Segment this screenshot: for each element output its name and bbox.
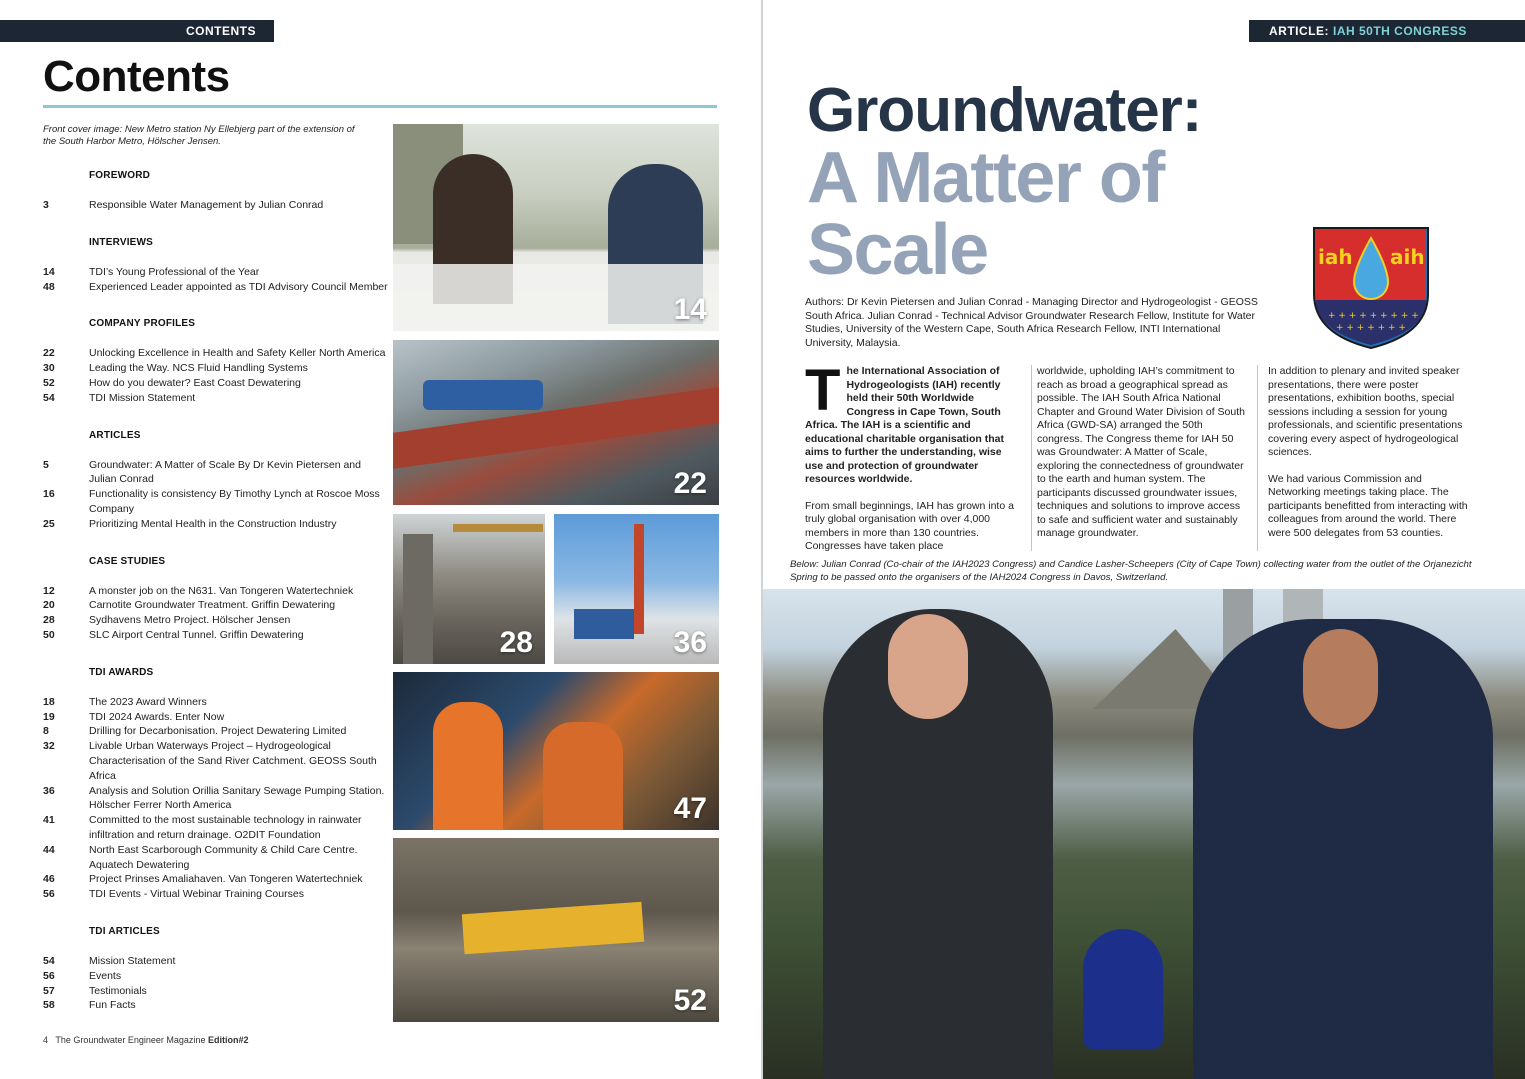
- toc-entry-title: SLC Airport Central Tunnel. Griffin Dewatering: [89, 628, 304, 641]
- toc-spacer: [43, 294, 389, 308]
- toc-page-number: 3: [43, 199, 49, 211]
- worker-right: [543, 722, 623, 830]
- toc-entry-title: Drilling for Decarbonisation. Project Dewatering Limited: [89, 725, 347, 738]
- toc-page-number: 25: [43, 517, 55, 530]
- toc-entry-title: Leading the Way. NCS Fluid Handling Systems: [89, 362, 308, 375]
- beam: [453, 524, 543, 532]
- toc-entry[interactable]: [43, 984, 389, 999]
- toc-entry-title: Experienced Leader appointed as TDI Advisory Council Member: [89, 280, 388, 293]
- toc-section-heading: CASE STUDIES: [89, 555, 166, 567]
- table: [393, 264, 719, 331]
- toc-page-number: 52: [43, 376, 55, 389]
- toc-entry[interactable]: [43, 265, 389, 280]
- toc-section-heading: COMPANY PROFILES: [89, 318, 196, 330]
- toc-entry[interactable]: [43, 517, 389, 532]
- toc-entry-title: Prioritizing Mental Health in the Construction Industry: [89, 517, 337, 530]
- toc-page-number: 16: [43, 488, 55, 501]
- toc-entry-title: TDI 2024 Awards. Enter Now: [89, 710, 225, 723]
- toc-entry[interactable]: [43, 613, 389, 628]
- toc-page-number: 48: [43, 280, 55, 293]
- thumbnail-page-number: 28: [499, 626, 533, 659]
- page-title: Contents: [43, 52, 230, 101]
- toc-entry[interactable]: [43, 969, 389, 984]
- thumbnail-28[interactable]: [393, 514, 545, 664]
- toc-section-heading: INTERVIEWS: [89, 236, 154, 248]
- toc-entry-title: TDI Events - Virtual Webinar Training Courses: [89, 888, 304, 901]
- body-column-1: [805, 358, 1015, 554]
- footer-magazine: The Groundwater Engineer Magazine: [55, 1035, 206, 1045]
- toc-entry[interactable]: [43, 628, 389, 643]
- water-bottle: [1083, 929, 1163, 1049]
- right-page: [763, 0, 1525, 1079]
- toc-entry[interactable]: [43, 843, 389, 873]
- toc-entry[interactable]: [43, 954, 389, 969]
- toc-entry[interactable]: [43, 584, 389, 599]
- dropcap: T: [805, 358, 841, 423]
- section-tag-prefix: ARTICLE:: [1269, 24, 1329, 38]
- toc-section-heading: TDI AWARDS: [89, 666, 154, 678]
- toc-page-number: 56: [43, 969, 55, 982]
- toc-spacer: [43, 532, 389, 546]
- toc-entry[interactable]: [43, 361, 389, 376]
- toc-page-number: 41: [43, 814, 55, 827]
- toc-page-number: 46: [43, 873, 55, 886]
- drill-mast: [634, 524, 644, 634]
- title-rule: [43, 105, 717, 108]
- footer-page-number: 4: [43, 1035, 49, 1045]
- toc-page-number: 14: [43, 265, 55, 278]
- thumbnail-page-number: 52: [673, 984, 707, 1017]
- body-column-3: [1257, 365, 1477, 551]
- toc-entry-title: A monster job on the N631. Van Tongeren Watertechniek: [89, 584, 354, 597]
- toc-page-number: 18: [43, 695, 55, 708]
- truck: [574, 609, 634, 639]
- toc-entry[interactable]: [43, 710, 389, 725]
- toc-entry-title: Carnotite Groundwater Treatment. Griffin Dewatering: [89, 599, 336, 612]
- body-paragraph: We had various Commission and Networking meetings taking place. The participants benefitted from interacting with colleagues from around the world. There were 500 delegates from 53 counties.: [1268, 472, 1468, 539]
- toc-entry-title: Testimonials: [89, 984, 147, 997]
- toc-page-number: 57: [43, 984, 55, 997]
- toc-entry-title: Functionality is consistency By Timothy Lynch at Roscoe Moss Company: [89, 488, 380, 515]
- thumbnail-page-number: 22: [673, 467, 707, 500]
- toc-entry[interactable]: [43, 724, 389, 739]
- toc-entry[interactable]: [43, 739, 389, 783]
- headline-line2: A Matter of Scale: [807, 138, 1164, 290]
- lead-paragraph: he International Association of Hydrogeologists (IAH) recently held their 50th Worldwide Congress in Cape Town, South Africa. The IAH is a scientific and educational charitable organisation that aims to further the understanding, wise use and protection of groundwater resources worldwide.: [805, 365, 1004, 485]
- toc-entry-title: Responsible Water Management by Julian Conrad: [89, 199, 324, 211]
- cover-note: Front cover image: New Metro station Ny Ellebjerg part of the extension of the South Harbor Metro, Hölscher Jensen.: [43, 124, 355, 147]
- toc-entry-title: Project Prinses Amaliahaven. Van Tongeren Watertechniek: [89, 873, 363, 886]
- toc-entry-title: Committed to the most sustainable technology in rainwater infiltration and return drainage. O2DIT Foundation: [89, 814, 362, 841]
- toc-page-number: 12: [43, 584, 55, 597]
- toc-spacer: [43, 1013, 389, 1027]
- toc-entry[interactable]: [43, 458, 389, 488]
- toc-section-heading: ARTICLES: [89, 429, 141, 441]
- toc-entry-title: Fun Facts: [89, 999, 136, 1012]
- toc-entry-title: Groundwater: A Matter of Scale By Dr Kevin Pietersen and Julian Conrad: [89, 458, 361, 486]
- toc-entry[interactable]: [43, 280, 389, 295]
- toc-entry[interactable]: [43, 813, 389, 843]
- toc-spacer: [43, 643, 389, 657]
- toc-page-number: 54: [43, 391, 55, 404]
- footer-edition: Edition#2: [207, 1035, 249, 1045]
- toc-page-number: 58: [43, 999, 55, 1012]
- section-tag-article: [1249, 20, 1525, 42]
- thumbnail-47[interactable]: [393, 672, 719, 830]
- toc-entry-title: Livable Urban Waterways Project – Hydrogeological Characterisation of the Sand River Catchment. GEOSS South Africa: [89, 740, 377, 782]
- headline-line1: Groundwater:: [807, 76, 1202, 145]
- logo-text-left: iah: [1318, 245, 1353, 269]
- body-paragraph: From small beginnings, IAH has grown into a truly global organisation with over 4,000 members in more than 130 countries. Congresses have taken place: [805, 499, 1014, 552]
- toc-page-number: 36: [43, 784, 55, 797]
- toc-spacer: [43, 902, 389, 916]
- svg-text:+ + + + + + + + +: + + + + + + + + +: [1328, 311, 1419, 321]
- toc-entry[interactable]: [43, 784, 389, 814]
- toc-page-number: 44: [43, 843, 55, 856]
- toc-page-number: 28: [43, 614, 55, 627]
- toc-entry[interactable]: [43, 887, 389, 902]
- toc-entry[interactable]: [43, 487, 389, 517]
- toc-page-number: 54: [43, 954, 55, 967]
- toc-page-number: 5: [43, 458, 49, 471]
- toc-entry-title: The 2023 Award Winners: [89, 695, 207, 708]
- toc-page-number: 8: [43, 725, 49, 738]
- tanks: [423, 380, 543, 410]
- section-tag-contents: [0, 20, 274, 42]
- logo-text-right: aih: [1390, 245, 1425, 269]
- section-tag-highlight: IAH 50TH CONGRESS: [1333, 24, 1467, 38]
- thumbnail-14[interactable]: [393, 124, 719, 331]
- toc-page-number: 56: [43, 888, 55, 901]
- thumbnail-page-number: 47: [673, 792, 707, 825]
- toc-spacer: [43, 406, 389, 420]
- authors: Authors: Dr Kevin Pietersen and Julian Conrad - Managing Director and Hydrogeologist - GEOSS South Africa. Julian Conrad - Technical Advisor Groundwater Research Fellow, Institute for Water Studies, University of the Western Cape, South Africa Research Fellow, INTI International University, Malaysia.: [805, 296, 1258, 349]
- section-tag-label: CONTENTS: [186, 24, 256, 38]
- thumbnail-page-number: 14: [673, 293, 707, 326]
- toc-page-number: 19: [43, 710, 55, 723]
- face-left: [888, 614, 968, 719]
- toc-entry[interactable]: [43, 598, 389, 613]
- toc-page-number: 32: [43, 740, 55, 753]
- toc-entry-title: Analysis and Solution Orillia Sanitary Sewage Pumping Station. Hölscher Ferrer North America: [89, 784, 385, 812]
- toc-entry-title: Events: [89, 969, 122, 982]
- toc-section-heading: FOREWORD: [89, 170, 151, 181]
- worker-left: [433, 702, 503, 830]
- thumbnail-page-number: 36: [673, 626, 707, 659]
- toc-entry[interactable]: [43, 346, 389, 361]
- thumbnail-22[interactable]: [393, 340, 719, 505]
- left-page: [0, 0, 762, 1079]
- table-of-contents: [43, 170, 389, 1027]
- toc-entry[interactable]: [43, 391, 389, 406]
- body-paragraph: worldwide, upholding IAH’s commitment to reach as broad a geographical spread as possible. The IAH South Africa National Chapter and Ground Water Division of South Africa (GWD-SA) arranged the 50th congress. The Congress theme for IAH 50 was Groundwater: A Matter of Scale, exploring the connectedness of groundwater to the earth and human system. The participants discussed groundwater issues, techniques and solutions to improve access to safe and sufficient water and sustainably manage groundwater.: [1037, 365, 1245, 539]
- toc-page-number: 30: [43, 362, 55, 375]
- toc-page-number: 50: [43, 628, 55, 641]
- toc-section-heading: TDI ARTICLES: [89, 925, 160, 937]
- thumbnail-52[interactable]: [393, 838, 719, 1022]
- iah-logo: [1310, 224, 1432, 350]
- toc-entry[interactable]: [43, 376, 389, 391]
- toc-spacer: [43, 213, 389, 227]
- body-paragraph: In addition to plenary and invited speaker presentations, there were poster presentations, exhibition booths, special sessions including a session for young professionals, and scientific presentations covering every aspect of hydrogeological sciences.: [1268, 365, 1463, 458]
- toc-entry[interactable]: [43, 998, 389, 1013]
- toc-entry[interactable]: [43, 695, 389, 710]
- article-photo: [763, 589, 1525, 1079]
- body-column-2: [1031, 365, 1249, 551]
- toc-page-number: 20: [43, 599, 55, 612]
- toc-page-number: 22: [43, 347, 55, 360]
- machine: [462, 902, 644, 954]
- toc-entry-title: North East Scarborough Community & Child Care Centre. Aquatech Dewatering: [89, 843, 358, 871]
- toc-entry-title: TDI Mission Statement: [89, 391, 196, 404]
- toc-entry-title: How do you dewater? East Coast Dewatering: [89, 376, 301, 389]
- svg-text:+ + + + + + +: + + + + + + +: [1336, 323, 1406, 333]
- page-footer: [43, 1035, 248, 1045]
- thumbnail-36[interactable]: [554, 514, 719, 664]
- toc-entry-title: Unlocking Excellence in Health and Safety Keller North America: [89, 347, 386, 360]
- wall: [403, 534, 433, 664]
- photo-caption: Below: Julian Conrad (Co-chair of the IAH2023 Congress) and Candice Lasher-Scheepers (City of Cape Town) collecting water from the outlet of the Orjanezicht Spring to be passed onto the organisers of the IAH2024 Congress in Davos, Switzerland.: [790, 559, 1472, 583]
- face-right: [1303, 629, 1378, 729]
- toc-entry-title: Sydhavens Metro Project. Hölscher Jensen: [89, 614, 291, 627]
- toc-entry[interactable]: [43, 872, 389, 887]
- toc-entry[interactable]: [43, 198, 389, 213]
- toc-entry-title: Mission Statement: [89, 954, 176, 967]
- toc-entry-title: TDI’s Young Professional of the Year: [89, 265, 260, 278]
